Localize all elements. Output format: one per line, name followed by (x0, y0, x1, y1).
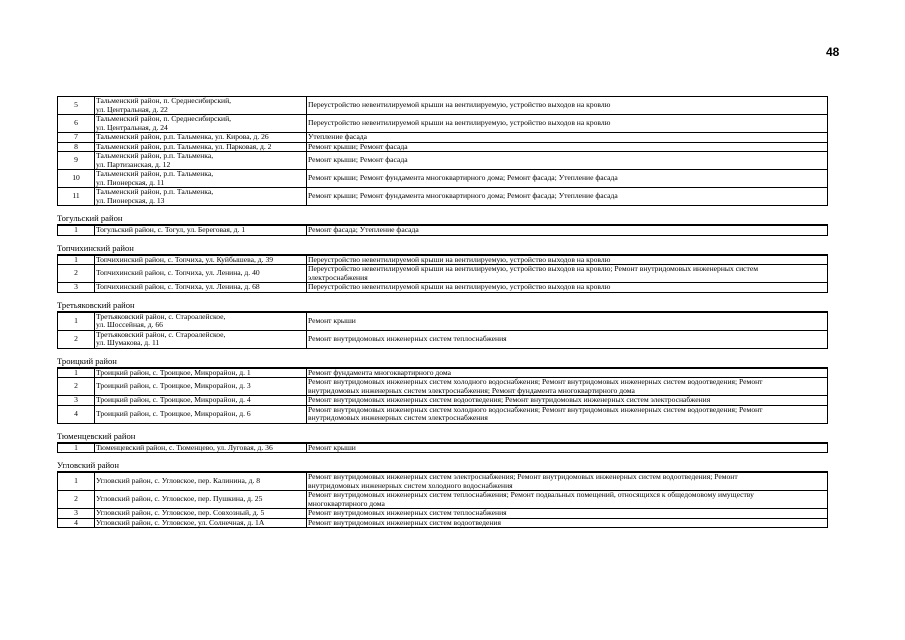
cell-line: Топчихинский район, с. Топчиха, ул. Ленина, д. 68 (96, 282, 260, 291)
repair-program-table (57, 96, 828, 528)
cell-line: ул. Шумакова, д. 11 (96, 338, 160, 347)
cell-line: Утепление фасада (308, 132, 368, 141)
cell-line: многоквартирного дома (308, 498, 385, 508)
row-number: 6 (58, 115, 95, 133)
cell-line: Ремонт крыши (308, 443, 356, 452)
cell-line: ул. Пионерская, д. 13 (96, 195, 165, 205)
row-number: 4 (58, 518, 95, 528)
works-cell (307, 152, 828, 170)
works-cell (307, 170, 828, 188)
cell-line: Ремонт крыши (308, 315, 356, 325)
row-number: 7 (58, 133, 95, 143)
district-table (57, 443, 828, 454)
table-row (58, 115, 828, 133)
row-number: 4 (58, 405, 95, 423)
cell-line: Тальменский район, р.п. Тальменка, (96, 169, 214, 178)
cell-line: электроснабжения (308, 272, 368, 282)
table-row (58, 97, 828, 115)
table-row (58, 378, 828, 396)
cell-line: Ремонт крыши; Ремонт фасада (308, 142, 408, 151)
table-row (58, 170, 828, 188)
cell-line: Переустройство невентилируемой крыши на вентилируемую, устройство выходов на кровлю (308, 100, 611, 110)
cell-line: Ремонт фундамента многоквартирного дома (308, 368, 452, 377)
table-row (58, 133, 828, 143)
works-cell (307, 265, 828, 283)
cell-line: Ремонт внутридомовых инженерных систем теплоснабжения (308, 508, 507, 517)
row-number: 10 (58, 170, 95, 188)
cell-line: Ремонт внутридомовых инженерных систем водоотведения; Ремонт внутридомовых инженерных систем электроснабжения (308, 395, 711, 404)
cell-line: Переустройство невентилируемой крыши на вентилируемую, устройство выходов на кровлю (308, 282, 611, 291)
cell-line: Топчихинский район, с. Топчиха, ул. Ленина, д. 40 (96, 268, 260, 278)
cell-line: Ремонт внутридомовых инженерных систем холодного водоснабжения; Ремонт внутридомовых инженерных систем водоотведения; Ремонт (308, 405, 763, 414)
cell-line: внутридомовых инженерных систем электроснабжения (308, 413, 488, 422)
cell-line: Тальменский район, п. Среднесибирский, (96, 114, 232, 123)
row-number: 1 (58, 473, 95, 491)
row-number: 8 (58, 142, 95, 152)
works-cell (307, 115, 828, 133)
cell-line: ул. Партизанская, д. 12 (96, 159, 171, 169)
cell-line: Тальменский район, р.п. Тальменка, (96, 151, 214, 160)
cell-line: Ремонт внутридомовых инженерных систем теплоснабжения (308, 333, 507, 343)
works-cell (307, 443, 828, 453)
table-row (58, 312, 828, 330)
table-row (58, 226, 828, 236)
cell-line: Ремонт крыши; Ремонт фасада (308, 155, 408, 165)
cell-line: Топчихинский район, с. Топчиха, ул. Куйбышева, д. 39 (96, 254, 274, 264)
cell-line: Ремонт внутридомовых инженерных систем электроснабжения; Ремонт внутридомовых инженерных систем водоотведения; Ремонт (308, 472, 738, 481)
address-cell (95, 312, 307, 330)
row-number: 1 (58, 443, 95, 453)
row-number: 3 (58, 283, 95, 293)
district-heading: Тюменцевский район (57, 430, 828, 443)
cell-line: внутридомовых инженерных систем электроснабжения; Ремонт фундамента многоквартирного дома (308, 385, 635, 395)
table-row (58, 473, 828, 491)
cell-line: ул. Центральная, д. 24 (96, 122, 168, 132)
row-number: 1 (58, 312, 95, 330)
address-cell (95, 396, 307, 406)
address-cell (95, 491, 307, 509)
cell-line: Угловский район, с. Угловское, пер. Калинина, д. 8 (96, 476, 261, 486)
table-row (58, 509, 828, 519)
address-cell (95, 133, 307, 143)
cell-line: Троицкий район, с. Троицкое, Микрорайон, д. 1 (96, 367, 251, 377)
table-row (58, 283, 828, 293)
district-table (57, 225, 828, 236)
cell-line: Переустройство невентилируемой крыши на вентилируемую, устройство выходов на кровлю; Ремонт внутридомовых инженерных систем (308, 264, 759, 273)
works-cell (307, 255, 828, 265)
district-table (57, 368, 828, 424)
cell-line: Троицкий район, с. Троицкое, Микрорайон, д. 6 (96, 408, 251, 418)
cell-line: Ремонт крыши; Ремонт фундамента многоквартирного дома; Ремонт фасада; Утепление фасада (308, 191, 618, 201)
cell-line: Переустройство невентилируемой крыши на вентилируемую, устройство выходов на кровлю (308, 118, 611, 128)
works-cell (307, 378, 828, 396)
cell-line: Переустройство невентилируемой крыши на вентилируемую, устройство выходов на кровлю (308, 255, 611, 264)
works-cell (307, 188, 828, 206)
address-cell (95, 330, 307, 348)
cell-line: Третьяковский район, с. Староалейское, (96, 311, 226, 321)
works-cell (307, 368, 828, 378)
cell-line: Тюменцевский район, с. Тюменцево, ул. Луговая, д. 36 (96, 442, 273, 452)
works-cell (307, 473, 828, 491)
address-cell (95, 509, 307, 519)
address-cell (95, 97, 307, 115)
works-cell (307, 97, 828, 115)
works-cell (307, 283, 828, 293)
cell-line: Ремонт внутридомовых инженерных систем водоотведения (308, 518, 501, 527)
address-cell (95, 368, 307, 378)
works-cell (307, 509, 828, 519)
cell-line: Ремонт фасада; Утепление фасада (308, 225, 419, 234)
address-cell (95, 255, 307, 265)
cell-line: внутридомовых инженерных систем холодного водоснабжения (308, 480, 513, 490)
page-number: 48 (826, 45, 840, 59)
cell-line: Ремонт крыши; Ремонт фундамента многоквартирного дома; Ремонт фасада; Утепление фасада (308, 173, 618, 183)
address-cell (95, 226, 307, 236)
district-heading: Угловский район (57, 459, 828, 472)
district-table (57, 255, 828, 293)
cell-line: Тальменский район, р.п. Тальменка, ул. Кирова, д. 26 (96, 132, 269, 141)
row-number: 2 (58, 330, 95, 348)
district-heading: Троицкий район (57, 355, 828, 368)
works-cell (307, 518, 828, 528)
table-row (58, 443, 828, 453)
row-number: 1 (58, 226, 95, 236)
district-heading: Третьяковский район (57, 299, 828, 312)
works-cell (307, 226, 828, 236)
works-cell (307, 405, 828, 423)
works-cell (307, 312, 828, 330)
table-row (58, 330, 828, 348)
cell-line: Тальменский район, п. Среднесибирский, (96, 96, 232, 105)
works-cell (307, 330, 828, 348)
table-row (58, 396, 828, 406)
row-number: 2 (58, 491, 95, 509)
table-row (58, 518, 828, 528)
cell-line: Тальменский район, р.п. Тальменка, ул. Парковая, д. 2 (96, 141, 272, 151)
works-cell (307, 142, 828, 152)
address-cell (95, 378, 307, 396)
district-heading: Тогульский район (57, 212, 828, 225)
address-cell (95, 152, 307, 170)
address-cell (95, 265, 307, 283)
cell-line: ул. Центральная, д. 22 (96, 104, 168, 114)
table-row (58, 188, 828, 206)
address-cell (95, 188, 307, 206)
cell-line: ул. Шоссейная, д. 66 (96, 320, 163, 329)
address-cell (95, 115, 307, 133)
row-number: 1 (58, 255, 95, 265)
table-row (58, 405, 828, 423)
address-cell (95, 443, 307, 453)
cell-line: Тальменский район, р.п. Тальменка, (96, 187, 214, 196)
cell-line: Ремонт внутридомовых инженерных систем холодного водоснабжения; Ремонт внутридомовых инженерных систем водоотведения; Ремонт (308, 377, 763, 386)
table-row (58, 368, 828, 378)
address-cell (95, 518, 307, 528)
address-cell (95, 405, 307, 423)
works-cell (307, 133, 828, 143)
cell-line: Троицкий район, с. Троицкое, Микрорайон, д. 3 (96, 381, 251, 391)
table-row (58, 255, 828, 265)
cell-line: Угловский район, с. Угловское, пер. Совхозный, д. 5 (96, 508, 265, 517)
table-row (58, 491, 828, 509)
cell-line: ул. Пионерская, д. 11 (96, 177, 165, 187)
works-cell (307, 396, 828, 406)
cell-line: Ремонт внутридомовых инженерных систем теплоснабжения; Ремонт подвальных помещений, относящихся к общедомовому имуществу (308, 490, 754, 499)
row-number: 2 (58, 265, 95, 283)
district-table (57, 312, 828, 349)
district-table (57, 472, 828, 528)
row-number: 5 (58, 97, 95, 115)
cell-line: Третьяковский район, с. Староалейское, (96, 329, 226, 339)
table-row (58, 265, 828, 283)
address-cell (95, 170, 307, 188)
district-heading: Топчихинский район (57, 242, 828, 255)
cell-line: Троицкий район, с. Троицкое, Микрорайон, д. 4 (96, 395, 251, 404)
address-cell (95, 473, 307, 491)
cell-line: Угловский район, с. Угловское, пер. Пушкина, д. 25 (96, 494, 263, 504)
table-row (58, 152, 828, 170)
cell-line: Тогульский район, с. Тогул, ул. Береговая, д. 1 (96, 225, 246, 234)
row-number: 3 (58, 396, 95, 406)
row-number: 2 (58, 378, 95, 396)
row-number: 3 (58, 509, 95, 519)
address-cell (95, 283, 307, 293)
cell-line: Угловский район, с. Угловское, ул. Солнечная, д. 1А (96, 517, 265, 527)
row-number: 1 (58, 368, 95, 378)
row-number: 11 (58, 188, 95, 206)
row-number: 9 (58, 152, 95, 170)
works-cell (307, 491, 828, 509)
district-table (57, 96, 828, 206)
